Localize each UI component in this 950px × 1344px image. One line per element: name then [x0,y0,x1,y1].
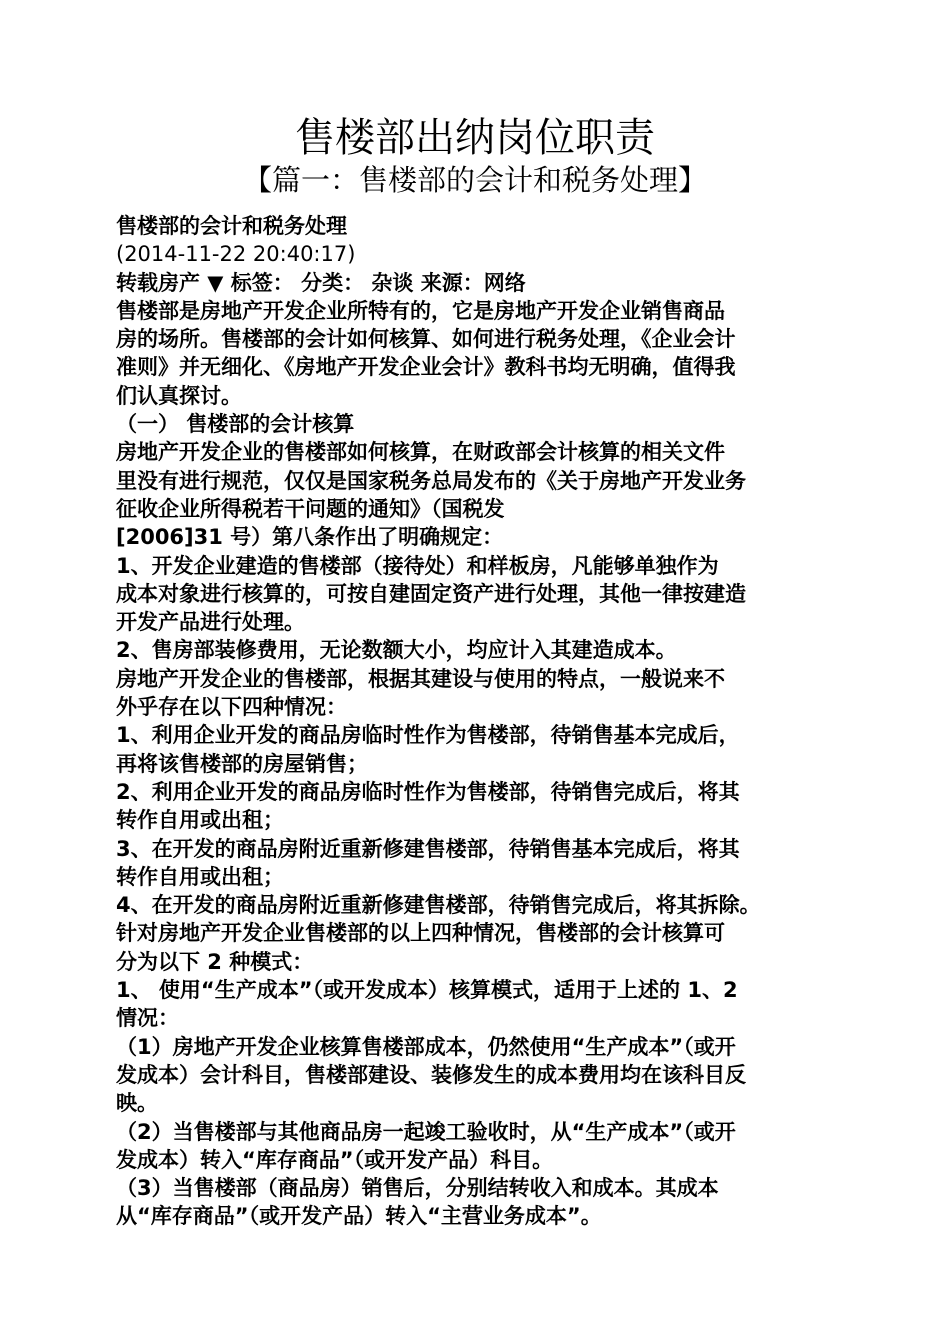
body-line: 再将该售楼部的房屋销售； [116,751,368,776]
article-meta: 转载房产 ▼ 标签： 分类： 杂谈 来源：网络 [116,270,526,295]
body-line: （1）房地产开发企业核算售楼部成本，仍然使用“生产成本”（或开 [116,1034,736,1059]
body-line: 征收企业所得税若干问题的通知》（国税发 [116,496,505,521]
body-line: 外乎存在以下四种情况： [116,695,347,720]
body-line: 情况： [116,1006,179,1031]
body-line: 房地产开发企业的售楼部如何核算，在财政部会计核算的相关文件 [116,440,725,465]
document-body [116,212,838,1231]
body-line: 4、在开发的商品房附近重新修建售楼部，待销售完成后，将其拆除。 [116,893,761,918]
article-heading: 售楼部的会计和税务处理 [116,214,347,238]
body-line: 准则》并无细化、《房地产开发企业会计》教科书均无明确，值得我 [116,355,736,380]
body-line: 房地产开发企业的售楼部，根据其建设与使用的特点，一般说来不 [116,666,725,691]
body-line: （3）当售楼部（商品房）销售后，分别结转收入和成本。其成本 [116,1176,719,1201]
body-line: 1、开发企业建造的售楼部（接待处）和样板房，凡能够单独作为 [116,553,719,578]
section-heading: （一） 售楼部的会计核算 [116,412,355,437]
body-line: 发成本）会计科目，售楼部建设、装修发生的成本费用均在该科目反 [116,1062,746,1087]
body-line: 转作自用或出租； [116,864,284,889]
body-line: 转作自用或出租； [116,808,284,833]
body-line: 针对房地产开发企业售楼部的以上四种情况，售楼部的会计核算可 [116,921,725,946]
body-line: 1、利用企业开发的商品房临时性作为售楼部，待销售基本完成后， [116,723,740,748]
body-line: 里没有进行规范，仅仅是国家税务总局发布的《关于房地产开发业务 [116,468,746,493]
body-line: 从“库存商品”（或开发产品）转入“主营业务成本”。 [116,1204,602,1229]
body-line: 2、利用企业开发的商品房临时性作为售楼部，待销售完成后，将其 [116,779,740,804]
body-line: 映。 [116,1091,158,1116]
document-title: 售楼部出纳岗位职责 [295,115,655,161]
body-line: 发成本）转入“库存商品”（或开发产品）科目。 [116,1147,554,1172]
document-subtitle: 【篇一：售楼部的会计和税务处理】 [242,163,707,197]
body-line: 分为以下 2 种模式： [116,949,314,974]
body-line: 们认真探讨。 [116,383,242,408]
body-line: 售楼部是房地产开发企业所特有的，它是房地产开发企业销售商品 [116,298,725,323]
body-line: 2、售房部装修费用，无论数额大小，均应计入其建造成本。 [116,638,677,663]
body-line: 开发产品进行处理。 [116,610,305,635]
body-line: 成本对象进行核算的，可按自建固定资产进行处理，其他一律按建造 [116,581,746,606]
article-date: (2014-11-22 20:40:17) [116,242,356,267]
body-line: 房的场所。售楼部的会计如何核算、如何进行税务处理，《企业会计 [116,327,736,352]
body-line: 3、在开发的商品房附近重新修建售楼部，待销售基本完成后，将其 [116,836,740,861]
body-line: （2）当售楼部与其他商品房一起竣工验收时，从“生产成本”（或开 [116,1119,736,1144]
body-line: 1、 使用“生产成本”（或开发成本）核算模式，适用于上述的 1、2 [116,978,738,1003]
body-line: [2006]31 号）第八条作出了明确规定： [116,525,504,550]
